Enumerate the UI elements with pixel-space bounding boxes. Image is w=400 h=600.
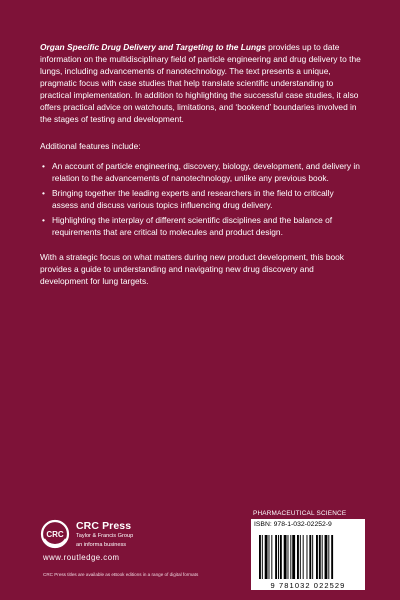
barcode-icon: [251, 530, 365, 581]
isbn-text: ISBN: 978-1-032-02252-9: [251, 519, 365, 530]
barcode-stripe: [331, 535, 333, 579]
barcode-stripe: [280, 535, 282, 579]
barcode-stripe: [297, 535, 299, 579]
ebook-note: CRC Press titles are available as eBook editions in a range of digital formats: [43, 572, 199, 577]
barcode-stripe: [290, 535, 291, 579]
barcode-stripe: [307, 535, 308, 579]
barcode-stripe: [328, 535, 329, 579]
feature-item: • An account of particle engineering, discovery, biology, development, and delivery in relation to the advancements of nanotechnology, unlike any previous book.: [40, 161, 362, 185]
barcode-stripe: [319, 535, 321, 579]
barcode-stripe: [271, 535, 272, 579]
publisher-name: CRC Press: [76, 520, 132, 532]
barcode-stripe: [275, 535, 277, 579]
category-label: PHARMACEUTICAL SCIENCE: [253, 510, 347, 517]
barcode-stripe: [325, 535, 328, 579]
barcode-stripe: [312, 535, 313, 579]
book-title: Organ Specific Drug Delivery and Targeting to the Lungs: [40, 42, 266, 52]
barcode-stripe: [284, 535, 287, 579]
barcode-stripe: [259, 535, 261, 579]
barcode-stripe: [262, 535, 263, 579]
publisher-website: www.routledge.com: [43, 553, 120, 562]
barcode-stripe: [316, 535, 318, 579]
closing-paragraph: With a strategic focus on what matters during new product development, this book provides a guide to understanding and navigating new drug discovery and development for lung targets.: [40, 251, 344, 286]
feature-item: • Highlighting the interplay of different scientific disciplines and the balance of requirements that are critical to molecules and product design.: [40, 215, 362, 239]
barcode-stripe: [278, 535, 279, 579]
feature-item: • Bringing together the leading experts and researchers in the field to critically assess and discuss various topics influencing drug delivery.: [40, 188, 362, 212]
publisher-text: [76, 520, 236, 549]
barcode-graphic: [251, 530, 365, 590]
features-heading: Additional features include:: [40, 141, 141, 152]
publisher-tagline: an informa business: [76, 541, 127, 548]
barcode-stripe: [292, 535, 295, 579]
barcode-stripe: [303, 535, 304, 579]
crc-logo-icon: [40, 519, 70, 549]
barcode-stripe: [269, 535, 270, 579]
barcode-stripe: [309, 535, 311, 579]
barcode-digits: 9 781032 022529: [251, 581, 365, 590]
logo-text: CRC: [46, 530, 64, 539]
intro-text: provides up to date information on the multidisciplinary field of particle engineering and drug delivery to the lungs, including advancements of nanotechnology. The text presents a unique, pragmatic focus with case studies that help translate scientific understanding to practical implementation. In addition to highlighting the successful case studies, it also offers practical advice on watchouts, limitations, and ‘bookend’ boundaries involved in the stages of testing and development.: [40, 42, 361, 124]
intro-paragraph: [40, 42, 362, 125]
barcode-stripe: [288, 535, 289, 579]
back-cover-text: [40, 42, 362, 288]
features-list: [40, 161, 362, 239]
barcode-block: [251, 510, 365, 590]
barcode-stripe: [265, 535, 268, 579]
publisher-group: Taylor & Francis Group: [76, 533, 134, 539]
barcode-stripe: [300, 535, 301, 579]
barcode-stripe: [322, 535, 323, 579]
